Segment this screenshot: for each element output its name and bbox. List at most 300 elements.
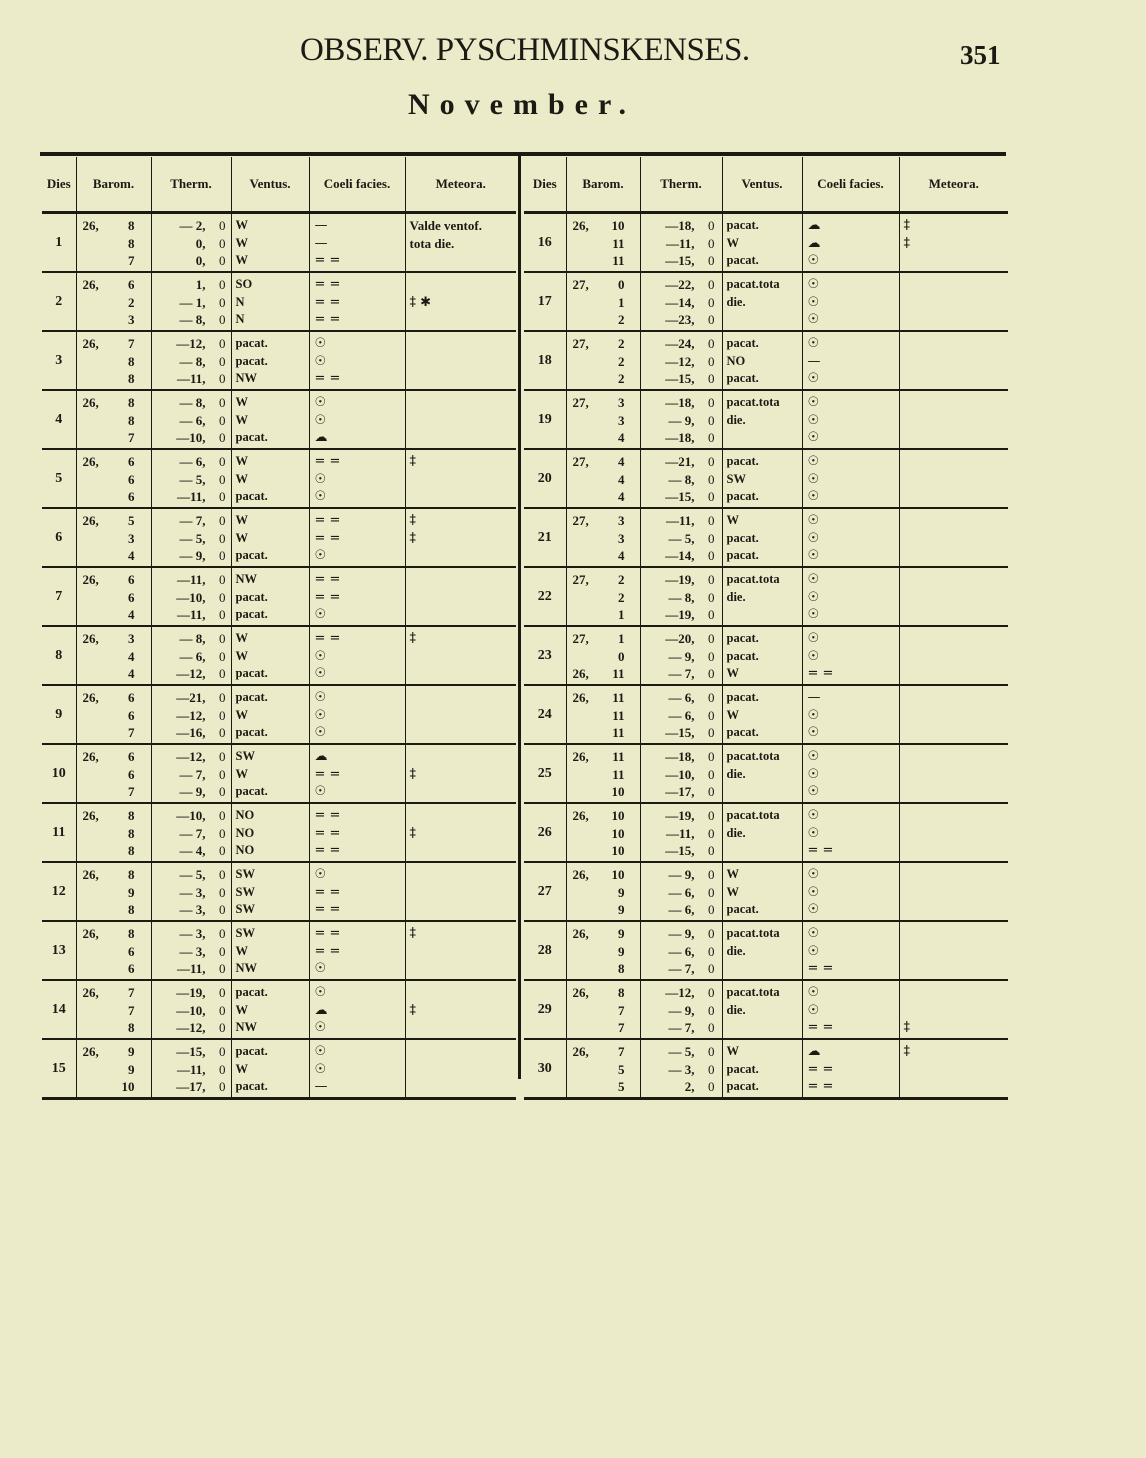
day-cell: 14 — [42, 980, 76, 1039]
thermometer-fraction: 0 — [219, 530, 226, 546]
barometer-inches: 27, — [572, 572, 589, 587]
barometer-reading — [567, 471, 640, 489]
wind-value: W — [235, 218, 248, 232]
thermometer-reading — [641, 394, 722, 412]
barometer-inches — [77, 353, 113, 371]
thermometer-reading — [152, 370, 231, 388]
thermometer-reading — [641, 547, 722, 565]
wind-value: SW — [235, 867, 255, 881]
sky-cell — [802, 508, 899, 567]
barometer-reading — [567, 707, 640, 725]
table-row — [42, 744, 516, 803]
thermometer-reading — [152, 648, 231, 666]
day-cell: 1 — [42, 213, 76, 273]
day-cell: 23 — [524, 626, 566, 685]
barometer-reading — [77, 512, 151, 530]
thermometer-reading — [152, 512, 231, 530]
barometer-lines: 10 — [611, 218, 625, 233]
meteora-value — [900, 648, 1009, 666]
wind-value: SW — [235, 884, 255, 899]
barometer-reading — [77, 1061, 151, 1079]
thermometer-reading — [641, 630, 722, 648]
barometer-cell — [76, 449, 151, 508]
thermometer-degrees: — 6, — [668, 690, 695, 705]
barometer-reading — [77, 547, 151, 565]
thermometer-degrees: —12, — [176, 707, 206, 723]
barometer-inches — [77, 294, 113, 312]
wind-value: pacat. — [726, 371, 759, 385]
sky-cell — [309, 685, 405, 744]
thermometer-fraction: 0 — [219, 843, 226, 858]
wind-value: die. — [726, 825, 746, 840]
barometer-lines: 11 — [612, 666, 625, 681]
barometer-lines: 6 — [128, 961, 135, 976]
thermometer-fraction: 0 — [708, 253, 715, 268]
meteora-value — [900, 252, 1009, 270]
meteora-value — [900, 783, 1009, 801]
barometer-inches: 27, — [572, 277, 589, 292]
barometer-lines: 7 — [128, 985, 135, 1000]
sky-symbol: ☉ — [314, 961, 327, 976]
thermometer-degrees: — 9, — [668, 926, 695, 941]
meteora-cell — [405, 921, 516, 980]
barometer-lines: 9 — [128, 1044, 135, 1059]
thermometer-fraction: 0 — [219, 607, 226, 622]
thermometer-reading — [152, 1019, 231, 1037]
barometer-lines: 3 — [618, 513, 625, 528]
sky-symbol: = = — [314, 371, 341, 386]
wind-value: pacat. — [726, 690, 759, 704]
barometer-cell — [566, 980, 640, 1039]
wind-cell — [231, 272, 309, 331]
wind-value: W — [235, 1002, 248, 1017]
meteora-value — [900, 748, 1009, 766]
day-cell: 18 — [524, 331, 566, 390]
thermometer-fraction: 0 — [708, 572, 715, 587]
barometer-inches: 26, — [82, 572, 99, 587]
thermometer-fraction: 0 — [219, 867, 226, 882]
barometer-reading — [567, 689, 640, 707]
thermometer-degrees: —15, — [665, 725, 695, 740]
thermometer-fraction: 0 — [219, 294, 226, 310]
thermometer-reading — [152, 707, 231, 725]
wind-value: W — [235, 766, 248, 781]
meteora-value — [900, 766, 1009, 784]
wind-value: pacat. — [235, 1079, 268, 1093]
barometer-lines: 4 — [618, 548, 625, 563]
sky-symbol: ☉ — [807, 548, 820, 563]
thermometer-degrees: — 9, — [179, 784, 206, 799]
thermometer-fraction: 0 — [219, 430, 226, 445]
sky-symbol: ☉ — [314, 784, 327, 799]
barometer-reading — [77, 394, 151, 412]
barometer-lines: 2 — [618, 336, 625, 351]
thermometer-degrees: —11, — [176, 961, 206, 976]
barometer-cell — [76, 567, 151, 626]
barometer-cell — [566, 626, 640, 685]
table-row — [42, 272, 516, 331]
barometer-reading — [567, 311, 640, 329]
thermometer-cell — [640, 331, 722, 390]
thermometer-degrees: —18, — [665, 430, 695, 445]
wind-value: pacat. — [726, 1079, 759, 1093]
day-cell: 7 — [42, 567, 76, 626]
thermometer-fraction: 0 — [708, 843, 715, 858]
barometer-inches: 26, — [572, 808, 589, 823]
barometer-inches — [77, 412, 113, 430]
wind-value: die. — [726, 943, 746, 958]
table-row — [524, 803, 1008, 862]
barometer-lines: 5 — [128, 513, 135, 528]
barometer-inches — [567, 471, 603, 489]
thermometer-reading — [152, 394, 231, 412]
sky-cell — [309, 744, 405, 803]
meteora-value: tota die. — [409, 235, 455, 251]
thermometer-degrees: — 6, — [179, 412, 206, 428]
meteora-value — [406, 252, 517, 270]
sky-cell — [802, 980, 899, 1039]
barometer-lines: 10 — [611, 825, 625, 841]
barometer-reading — [77, 783, 151, 801]
barometer-reading — [567, 1078, 640, 1096]
sky-symbol: ☁ — [807, 1044, 821, 1059]
wind-cell — [722, 449, 802, 508]
barometer-inches: 26, — [82, 631, 99, 646]
day-cell: 12 — [42, 862, 76, 921]
thermometer-reading — [641, 943, 722, 961]
barometer-inches — [567, 707, 603, 725]
meteora-cell — [899, 862, 1008, 921]
wind-value: W — [726, 666, 739, 680]
sky-symbol: ☉ — [807, 589, 820, 605]
barometer-reading — [567, 984, 640, 1002]
wind-value — [723, 842, 802, 860]
thermometer-fraction: 0 — [708, 412, 715, 428]
day-cell: 20 — [524, 449, 566, 508]
barometer-lines: 8 — [128, 825, 135, 841]
meteora-value — [900, 571, 1009, 589]
meteora-value — [406, 960, 517, 978]
barometer-inches: 26, — [82, 277, 99, 292]
barometer-cell — [76, 921, 151, 980]
thermometer-degrees: — 7, — [179, 825, 206, 841]
table-row — [524, 685, 1008, 744]
barometer-reading — [567, 866, 640, 884]
thermometer-fraction: 0 — [708, 707, 715, 723]
wind-cell — [722, 744, 802, 803]
barometer-inches — [567, 488, 603, 506]
barometer-reading — [77, 925, 151, 943]
meteora-value — [406, 866, 517, 884]
sky-symbol: — — [314, 235, 328, 251]
barometer-lines: 7 — [618, 1044, 625, 1059]
thermometer-reading — [152, 748, 231, 766]
wind-value: pacat. — [726, 1061, 759, 1076]
wind-cell — [231, 980, 309, 1039]
thermometer-reading — [641, 783, 722, 801]
thermometer-reading — [152, 252, 231, 270]
barometer-inches — [77, 547, 113, 565]
thermometer-degrees: —11, — [665, 825, 695, 841]
observations-table-left — [42, 157, 516, 1100]
thermometer-fraction: 0 — [708, 294, 715, 310]
thermometer-cell — [151, 390, 231, 449]
thermometer-degrees: — 5, — [179, 471, 206, 487]
barometer-inches: 26, — [82, 395, 99, 410]
sky-symbol: = = — [314, 277, 341, 292]
sky-symbol: = = — [314, 631, 341, 646]
sky-cell — [309, 1039, 405, 1099]
thermometer-fraction: 0 — [708, 961, 715, 976]
barometer-lines: 0 — [618, 648, 625, 664]
wind-value: pacat. — [726, 336, 759, 350]
wind-value: pacat. — [726, 648, 759, 663]
thermometer-degrees: —17, — [176, 1079, 206, 1094]
meteora-value — [900, 276, 1009, 294]
thermometer-fraction: 0 — [219, 1044, 226, 1059]
barometer-reading — [567, 547, 640, 565]
header-meteora: Meteora. — [899, 157, 1008, 213]
thermometer-degrees: —12, — [176, 1020, 206, 1035]
sky-symbol: = = — [314, 825, 341, 841]
sky-cell — [802, 862, 899, 921]
barometer-reading — [77, 901, 151, 919]
barometer-inches — [567, 547, 603, 565]
thermometer-reading — [152, 689, 231, 707]
meteora-cell — [899, 1039, 1008, 1099]
barometer-reading — [77, 866, 151, 884]
thermometer-reading — [152, 1078, 231, 1096]
thermometer-fraction: 0 — [219, 548, 226, 563]
wind-cell — [231, 331, 309, 390]
thermometer-fraction: 0 — [708, 513, 715, 528]
thermometer-reading — [152, 217, 231, 235]
barometer-reading — [567, 1019, 640, 1037]
sky-cell — [802, 803, 899, 862]
header-row — [42, 157, 516, 213]
meteora-value: ‡ ✱ — [409, 294, 432, 310]
wind-value: NW — [235, 572, 258, 586]
thermometer-fraction: 0 — [219, 277, 226, 292]
barometer-inches: 26, — [82, 690, 99, 705]
barometer-lines: 7 — [128, 430, 135, 445]
thermometer-reading — [641, 901, 722, 919]
sky-symbol: — — [314, 1079, 328, 1094]
thermometer-degrees: — 3, — [668, 1061, 695, 1077]
barometer-inches — [567, 429, 603, 447]
meteora-value — [900, 665, 1009, 683]
thermometer-degrees: —17, — [665, 784, 695, 799]
barometer-cell — [76, 272, 151, 331]
day-cell: 16 — [524, 213, 566, 273]
meteora-value: ‡ — [903, 1044, 910, 1059]
thermometer-degrees: — 7, — [668, 666, 695, 681]
barometer-inches — [567, 1078, 603, 1096]
barometer-lines: 11 — [612, 235, 625, 251]
thermometer-fraction: 0 — [219, 395, 226, 410]
wind-cell — [722, 1039, 802, 1099]
thermometer-degrees: — 5, — [668, 1044, 695, 1059]
sky-symbol: = = — [314, 294, 341, 310]
barometer-reading — [567, 217, 640, 235]
barometer-reading — [567, 370, 640, 388]
sky-symbol: ☉ — [314, 707, 327, 723]
barometer-reading — [567, 294, 640, 312]
sky-symbol: ☉ — [807, 294, 820, 310]
sky-symbol: = = — [807, 666, 834, 681]
wind-value: pacat. — [235, 489, 268, 503]
thermometer-reading — [641, 766, 722, 784]
thermometer-fraction: 0 — [708, 530, 715, 546]
thermometer-reading — [641, 1043, 722, 1061]
table-row — [42, 685, 516, 744]
thermometer-reading — [641, 1078, 722, 1096]
barometer-reading — [567, 630, 640, 648]
sky-cell — [309, 272, 405, 331]
barometer-inches — [77, 530, 113, 548]
wind-value — [723, 1019, 802, 1037]
thermometer-cell — [640, 1039, 722, 1099]
wind-value: W — [726, 707, 739, 722]
barometer-inches — [77, 471, 113, 489]
wind-value: NW — [235, 371, 258, 385]
day-cell: 27 — [524, 862, 566, 921]
barometer-inches — [77, 1002, 113, 1020]
barometer-inches — [567, 589, 603, 607]
header-dies: Dies — [42, 157, 76, 213]
meteora-value — [900, 825, 1009, 843]
day-cell: 29 — [524, 980, 566, 1039]
thermometer-fraction: 0 — [219, 218, 226, 233]
thermometer-fraction: 0 — [219, 961, 226, 976]
barometer-reading — [567, 571, 640, 589]
thermometer-cell — [151, 803, 231, 862]
thermometer-fraction: 0 — [708, 430, 715, 445]
thermometer-fraction: 0 — [708, 312, 715, 327]
sky-symbol: ☉ — [807, 631, 820, 646]
thermometer-fraction: 0 — [219, 707, 226, 723]
barometer-reading — [567, 724, 640, 742]
barometer-reading — [77, 471, 151, 489]
thermometer-degrees: —11, — [176, 371, 206, 386]
thermometer-reading — [152, 471, 231, 489]
sky-cell — [309, 921, 405, 980]
barometer-reading — [567, 807, 640, 825]
barometer-lines: 4 — [128, 648, 135, 664]
thermometer-degrees: — 9, — [668, 648, 695, 664]
thermometer-degrees: —23, — [665, 312, 695, 327]
meteora-value — [900, 807, 1009, 825]
sky-symbol: ☉ — [807, 766, 820, 782]
barometer-cell — [566, 449, 640, 508]
meteora-cell — [405, 685, 516, 744]
thermometer-degrees: — 9, — [668, 867, 695, 882]
barometer-inches — [567, 294, 603, 312]
meteora-value — [406, 943, 517, 961]
sky-symbol: ☉ — [807, 253, 820, 268]
meteora-cell — [405, 213, 516, 273]
barometer-inches: 26, — [82, 513, 99, 528]
column-divider — [518, 154, 521, 1079]
thermometer-degrees: 0, — [195, 253, 206, 268]
meteora-value — [406, 571, 517, 589]
thermometer-degrees: —15, — [665, 371, 695, 386]
barometer-lines: 8 — [128, 371, 135, 386]
thermometer-fraction: 0 — [219, 454, 226, 469]
thermometer-reading — [641, 748, 722, 766]
barometer-inches — [567, 842, 603, 860]
sky-symbol: = = — [314, 589, 341, 605]
day-cell: 3 — [42, 331, 76, 390]
sky-cell — [309, 449, 405, 508]
thermometer-reading — [152, 530, 231, 548]
barometer-inches — [567, 960, 603, 978]
sky-symbol: = = — [314, 312, 341, 327]
barometer-lines: 6 — [128, 277, 135, 292]
barometer-inches — [567, 606, 603, 624]
thermometer-fraction: 0 — [708, 725, 715, 740]
thermometer-reading — [641, 294, 722, 312]
thermometer-degrees: —18, — [665, 218, 695, 233]
thermometer-degrees: —12, — [665, 985, 695, 1000]
meteora-value — [900, 724, 1009, 742]
thermometer-reading — [152, 589, 231, 607]
sky-cell — [802, 390, 899, 449]
thermometer-degrees: —21, — [176, 690, 206, 705]
sky-symbol: ☁ — [314, 430, 328, 445]
barometer-inches — [77, 960, 113, 978]
thermometer-fraction: 0 — [708, 548, 715, 563]
thermometer-degrees: —20, — [665, 631, 695, 646]
barometer-inches — [567, 766, 603, 784]
thermometer-reading — [641, 335, 722, 353]
thermometer-degrees: —10, — [176, 589, 206, 605]
meteora-value — [900, 311, 1009, 329]
barometer-lines: 11 — [612, 725, 625, 740]
barometer-inches — [567, 412, 603, 430]
barometer-inches — [567, 1061, 603, 1079]
barometer-inches: 26, — [82, 1044, 99, 1059]
wind-cell — [231, 449, 309, 508]
barometer-inches: 26, — [82, 926, 99, 941]
thermometer-degrees: — 6, — [668, 707, 695, 723]
meteora-value — [900, 884, 1009, 902]
sky-symbol: ☉ — [807, 312, 820, 327]
wind-value: die. — [726, 412, 746, 427]
thermometer-degrees: —11, — [665, 513, 695, 528]
thermometer-reading — [641, 1061, 722, 1079]
thermometer-reading — [152, 842, 231, 860]
sky-symbol: = = — [314, 902, 341, 917]
header-row — [524, 157, 1008, 213]
barometer-inches — [567, 884, 603, 902]
barometer-inches — [77, 370, 113, 388]
barometer-inches — [567, 530, 603, 548]
wind-value: W — [235, 707, 248, 722]
thermometer-reading — [641, 707, 722, 725]
sky-symbol: ☉ — [314, 412, 327, 428]
thermometer-degrees: — 3, — [179, 926, 206, 941]
wind-value: W — [235, 253, 248, 267]
meteora-value — [406, 471, 517, 489]
sky-symbol: = = — [314, 884, 341, 900]
sky-symbol: ☉ — [807, 808, 820, 823]
thermometer-cell — [640, 921, 722, 980]
barometer-reading — [77, 353, 151, 371]
wind-value: W — [235, 412, 248, 427]
barometer-reading — [77, 606, 151, 624]
barometer-reading — [567, 276, 640, 294]
